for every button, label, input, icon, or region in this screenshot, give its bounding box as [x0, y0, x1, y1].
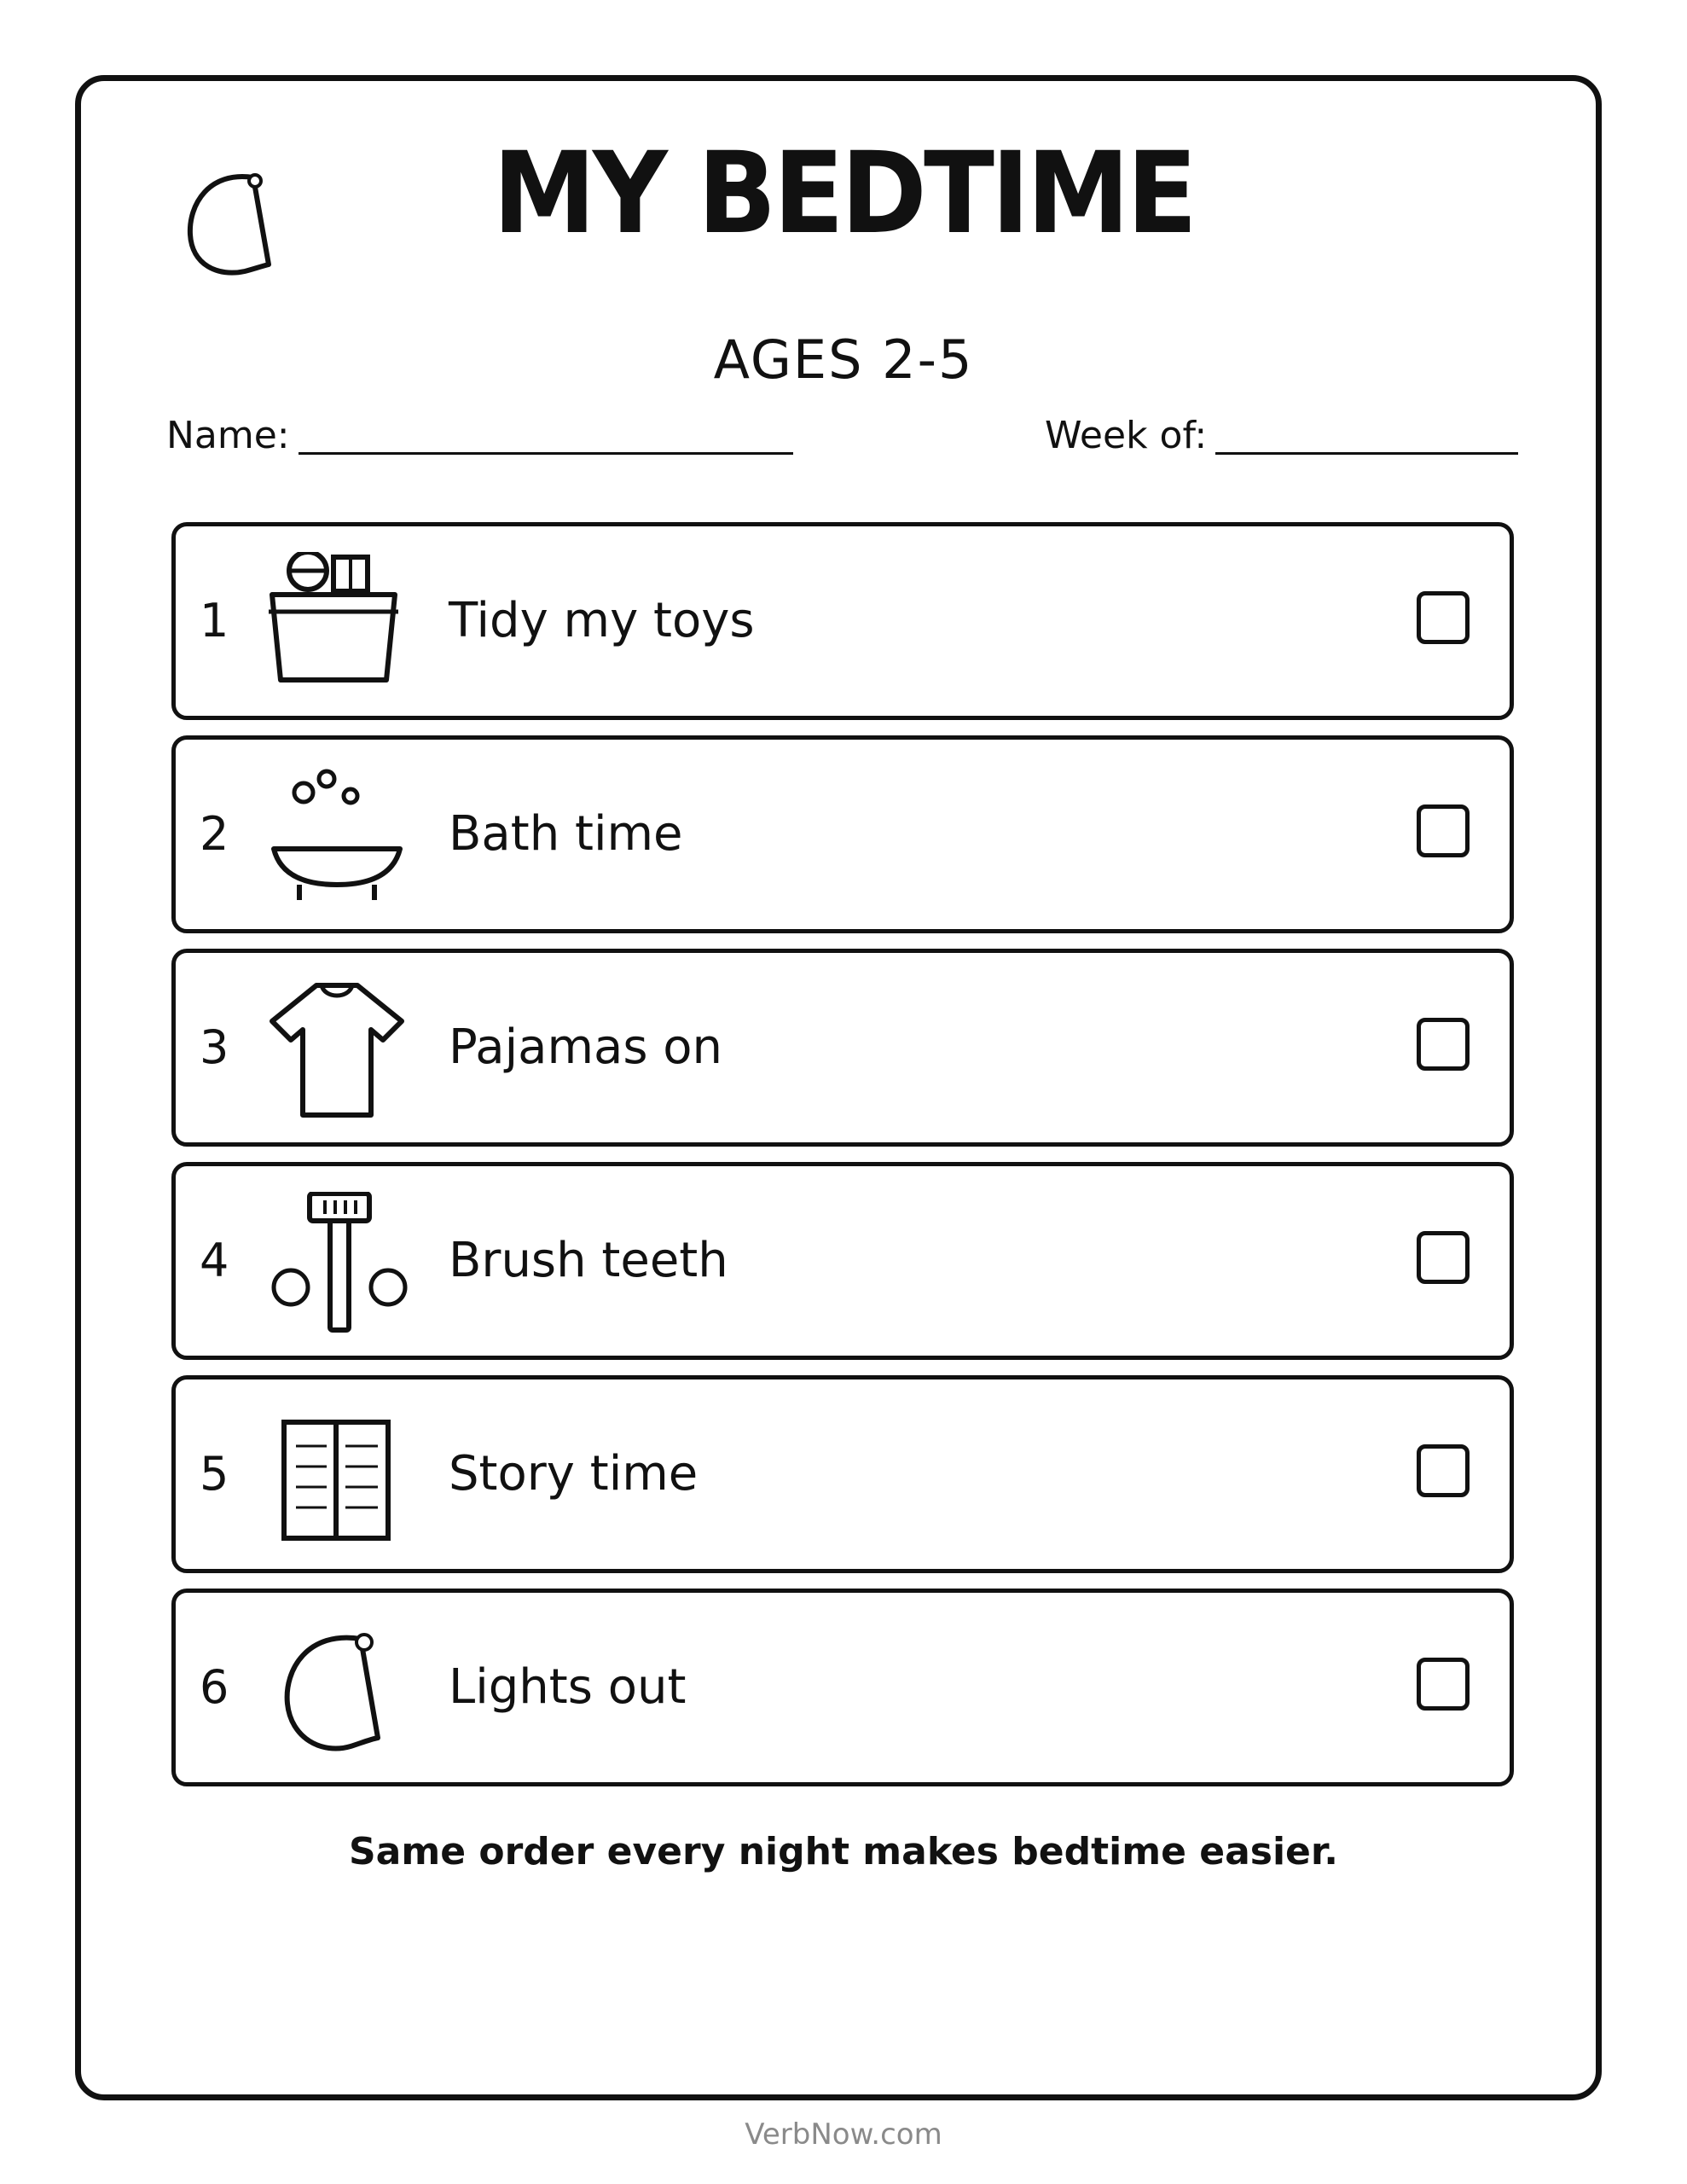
task-label: Lights out: [449, 1659, 687, 1715]
shirt-icon: [265, 979, 410, 1124]
task-checkbox[interactable]: [1417, 804, 1470, 857]
week-of-label: Week of:: [1045, 414, 1208, 457]
task-number: 3: [200, 1020, 229, 1074]
task-checkbox[interactable]: [1417, 1231, 1470, 1284]
watermark: VerbNow.com: [745, 2117, 942, 2152]
footer-note: Same order every night makes bedtime easier.: [348, 1830, 1339, 1873]
task-row-brush-teeth: [171, 1162, 1514, 1360]
task-checkbox[interactable]: [1417, 1444, 1470, 1497]
book-icon: [265, 1405, 410, 1550]
task-row-lights-out: [171, 1589, 1514, 1786]
task-row-tidy-toys: [171, 522, 1514, 720]
page-title: MY BEDTIME: [492, 128, 1195, 259]
page-subtitle: AGES 2-5: [713, 328, 974, 391]
name-field[interactable]: [299, 452, 793, 455]
task-row-pajamas-on: [171, 949, 1514, 1147]
bathtub-icon: [265, 765, 410, 910]
task-number: 6: [200, 1660, 229, 1714]
week-of-field[interactable]: [1215, 452, 1518, 455]
task-checkbox[interactable]: [1417, 591, 1470, 644]
name-label: Name:: [166, 414, 290, 457]
task-label: Story time: [449, 1446, 699, 1502]
moon-icon: [265, 1618, 410, 1763]
toy-basket-icon: [265, 552, 410, 697]
task-number: 4: [200, 1234, 229, 1287]
task-label: Pajamas on: [449, 1019, 723, 1075]
task-label: Bath time: [449, 806, 683, 862]
task-row-story-time: [171, 1375, 1514, 1573]
task-number: 5: [200, 1447, 229, 1501]
task-number: 2: [200, 807, 229, 861]
task-label: Tidy my toys: [449, 593, 755, 648]
task-row-bath-time: [171, 735, 1514, 933]
toothbrush-icon: [265, 1192, 410, 1337]
task-checkbox[interactable]: [1417, 1018, 1470, 1071]
task-label: Brush teeth: [449, 1233, 728, 1288]
task-number: 1: [200, 594, 229, 648]
task-checkbox[interactable]: [1417, 1658, 1470, 1711]
